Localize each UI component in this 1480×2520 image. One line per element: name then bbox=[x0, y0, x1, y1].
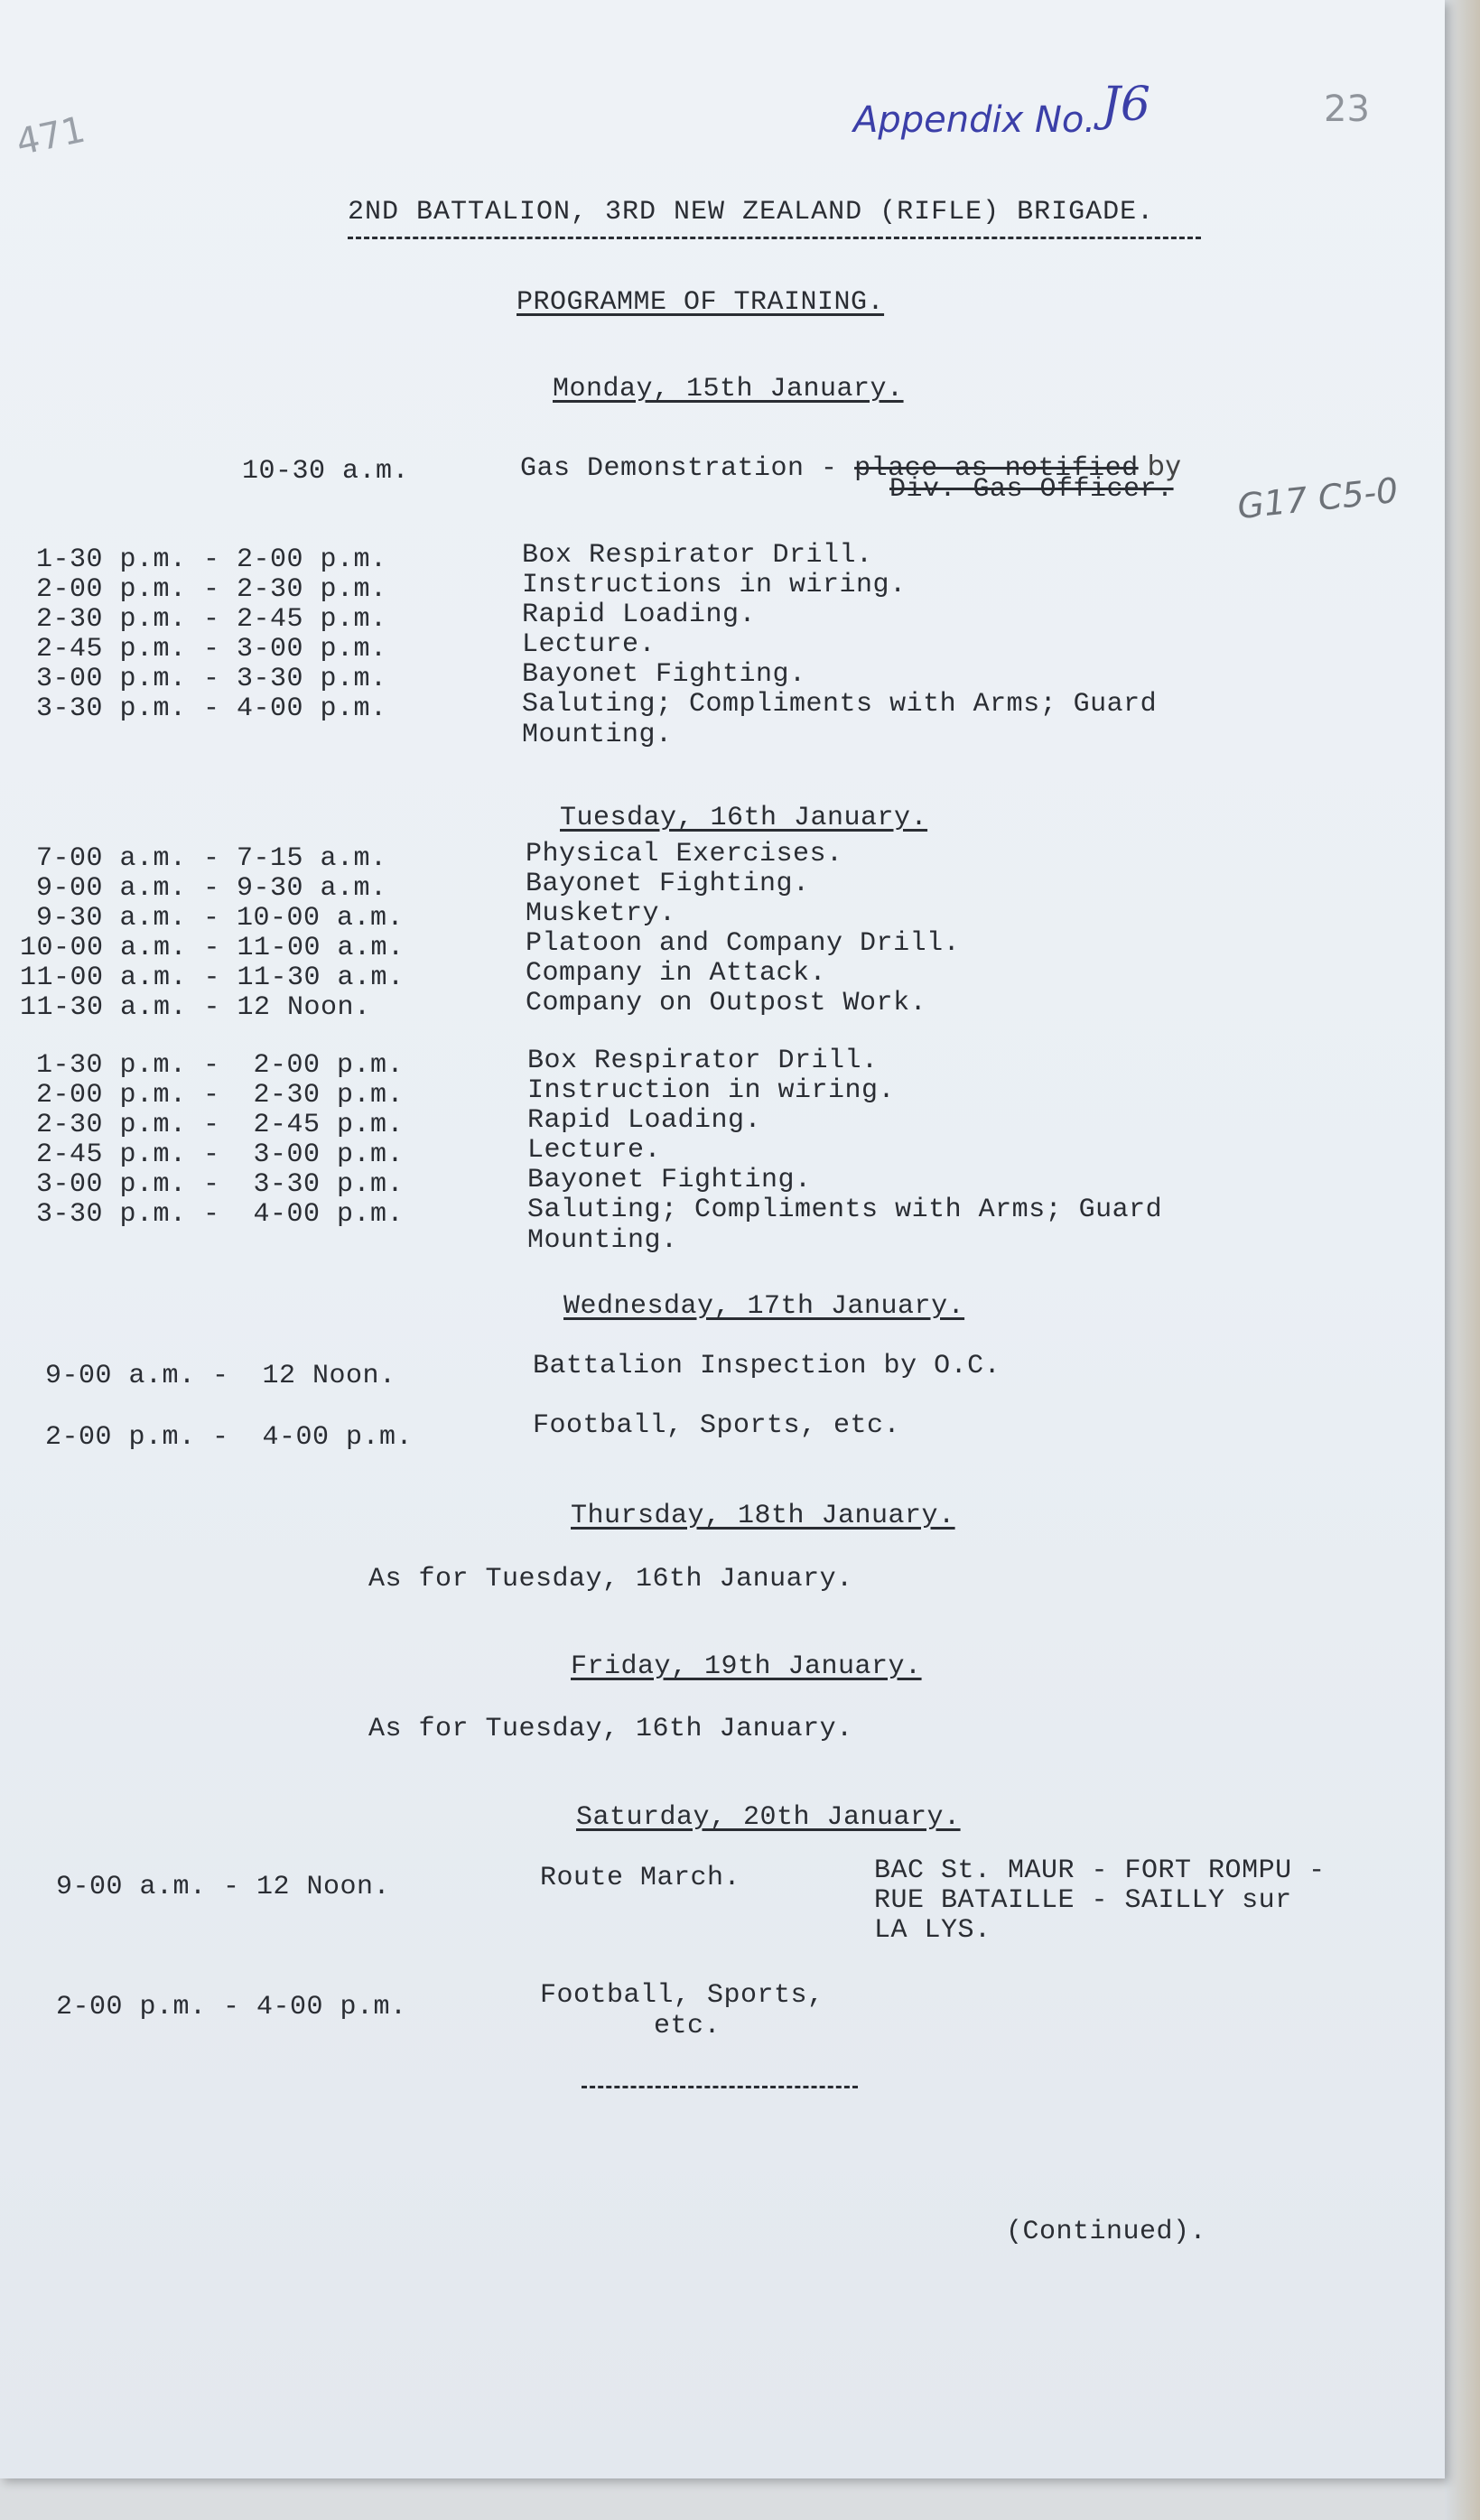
appendix-label: Appendix No. bbox=[853, 99, 1096, 141]
tuesday-pm-time-5: 3-00 p.m. - 3-30 p.m. bbox=[36, 1169, 405, 1200]
tuesday-pm-time-1: 1-30 p.m. - 2-00 p.m. bbox=[36, 1050, 405, 1081]
tuesday-heading: Tuesday, 16th January. bbox=[560, 803, 928, 833]
margin-note: G17 C5-0 bbox=[1235, 470, 1401, 527]
page-edge bbox=[1445, 0, 1480, 2520]
monday-activity-2: Instructions in wiring. bbox=[522, 570, 907, 600]
page-number: 23 bbox=[1324, 88, 1370, 130]
monday-activity-cont: Mounting. bbox=[522, 720, 673, 750]
route-line-1: BAC St. MAUR - FORT ROMPU - bbox=[874, 1855, 1326, 1886]
appendix-number: J6 bbox=[1102, 78, 1150, 132]
saturday-time-1: 9-00 a.m. - 12 Noon. bbox=[56, 1872, 391, 1902]
saturday-activity-2b: etc. bbox=[654, 2011, 721, 2041]
monday-activity-3: Rapid Loading. bbox=[522, 600, 757, 630]
tuesday-am-time-5: 11-00 a.m. - 11-30 a.m. bbox=[20, 962, 405, 993]
tuesday-pm-time-6: 3-30 p.m. - 4-00 p.m. bbox=[36, 1199, 405, 1230]
tuesday-pm-activity-4: Lecture. bbox=[527, 1135, 662, 1166]
monday-activity-1: Box Respirator Drill. bbox=[522, 540, 873, 571]
gas-struck-officer: Div. Gas Officer. bbox=[889, 474, 1174, 505]
tuesday-pm-activity-2: Instruction in wiring. bbox=[527, 1075, 896, 1106]
tuesday-pm-activity-3: Rapid Loading. bbox=[527, 1105, 762, 1136]
continued-note: (Continued). bbox=[1006, 2217, 1207, 2247]
wednesday-time-2: 2-00 p.m. - 4-00 p.m. bbox=[45, 1422, 414, 1453]
monday-activity-6: Saluting; Compliments with Arms; Guard bbox=[522, 689, 1158, 720]
saturday-time-2: 2-00 p.m. - 4-00 p.m. bbox=[56, 1992, 407, 2023]
route-line-3: LA LYS. bbox=[874, 1915, 991, 1946]
tuesday-am-activity-5: Company in Attack. bbox=[526, 958, 827, 989]
tuesday-pm-time-2: 2-00 p.m. - 2-30 p.m. bbox=[36, 1080, 405, 1111]
tuesday-am-time-1: 7-00 a.m. - 7-15 a.m. bbox=[36, 843, 387, 874]
gas-activity-text: Gas Demonstration - bbox=[520, 453, 855, 484]
gas-struck-text: place as notified bbox=[854, 453, 1139, 484]
friday-heading: Friday, 19th January. bbox=[571, 1651, 922, 1682]
tuesday-pm-time-4: 2-45 p.m. - 3-00 p.m. bbox=[36, 1139, 405, 1170]
tuesday-pm-activity-5: Bayonet Fighting. bbox=[527, 1165, 812, 1195]
monday-heading: Monday, 15th January. bbox=[553, 374, 904, 405]
tuesday-am-activity-4: Platoon and Company Drill. bbox=[526, 928, 961, 959]
saturday-activity-1: Route March. bbox=[540, 1863, 741, 1893]
gas-time: 10-30 a.m. bbox=[242, 456, 410, 487]
tuesday-pm-activity-1: Box Respirator Drill. bbox=[527, 1046, 879, 1076]
monday-time-1: 1-30 p.m. - 2-00 p.m. bbox=[36, 544, 387, 575]
tuesday-am-time-4: 10-00 a.m. - 11-00 a.m. bbox=[20, 933, 405, 963]
saturday-activity-2a: Football, Sports, bbox=[540, 1980, 824, 2011]
wednesday-activity-1: Battalion Inspection by O.C. bbox=[533, 1351, 1001, 1381]
tuesday-am-activity-1: Physical Exercises. bbox=[526, 839, 843, 869]
wednesday-time-1: 9-00 a.m. - 12 Noon. bbox=[45, 1361, 396, 1391]
monday-time-6: 3-30 p.m. - 4-00 p.m. bbox=[36, 693, 387, 724]
tuesday-am-time-2: 9-00 a.m. - 9-30 a.m. bbox=[36, 873, 387, 904]
closing-rule bbox=[582, 2086, 858, 2088]
tuesday-am-activity-3: Musketry. bbox=[526, 898, 676, 929]
monday-activity-5: Bayonet Fighting. bbox=[522, 659, 806, 690]
tuesday-am-time-6: 11-30 a.m. - 12 Noon. bbox=[20, 992, 371, 1023]
tuesday-pm-time-3: 2-30 p.m. - 2-45 p.m. bbox=[36, 1110, 405, 1140]
tuesday-pm-activity-cont: Mounting. bbox=[527, 1225, 678, 1256]
wednesday-activity-2: Football, Sports, etc. bbox=[533, 1410, 901, 1441]
monday-activity-4: Lecture. bbox=[522, 629, 656, 660]
tuesday-am-activity-2: Bayonet Fighting. bbox=[526, 869, 810, 899]
monday-time-3: 2-30 p.m. - 2-45 p.m. bbox=[36, 604, 387, 635]
monday-time-4: 2-45 p.m. - 3-00 p.m. bbox=[36, 634, 387, 665]
thursday-note: As for Tuesday, 16th January. bbox=[368, 1564, 853, 1595]
tuesday-am-activity-6: Company on Outpost Work. bbox=[526, 988, 927, 1018]
title-rule bbox=[348, 237, 1201, 239]
saturday-heading: Saturday, 20th January. bbox=[576, 1802, 961, 1833]
friday-note: As for Tuesday, 16th January. bbox=[368, 1714, 853, 1744]
monday-time-2: 2-00 p.m. - 2-30 p.m. bbox=[36, 574, 387, 605]
wednesday-heading: Wednesday, 17th January. bbox=[563, 1291, 965, 1322]
programme-title: PROGRAMME OF TRAINING. bbox=[517, 287, 885, 318]
tuesday-pm-activity-6: Saluting; Compliments with Arms; Guard bbox=[527, 1195, 1163, 1225]
thursday-heading: Thursday, 18th January. bbox=[571, 1501, 955, 1531]
tuesday-am-time-3: 9-30 a.m. - 10-00 a.m. bbox=[36, 903, 405, 934]
monday-time-5: 3-00 p.m. - 3-30 p.m. bbox=[36, 664, 387, 694]
gas-by-text: by bbox=[1138, 451, 1182, 482]
pencil-reference: 471 bbox=[13, 108, 89, 164]
unit-title: 2ND BATTALION, 3RD NEW ZEALAND (RIFLE) BRIGADE. bbox=[348, 197, 1155, 228]
route-line-2: RUE BATAILLE - SAILLY sur bbox=[874, 1885, 1292, 1916]
